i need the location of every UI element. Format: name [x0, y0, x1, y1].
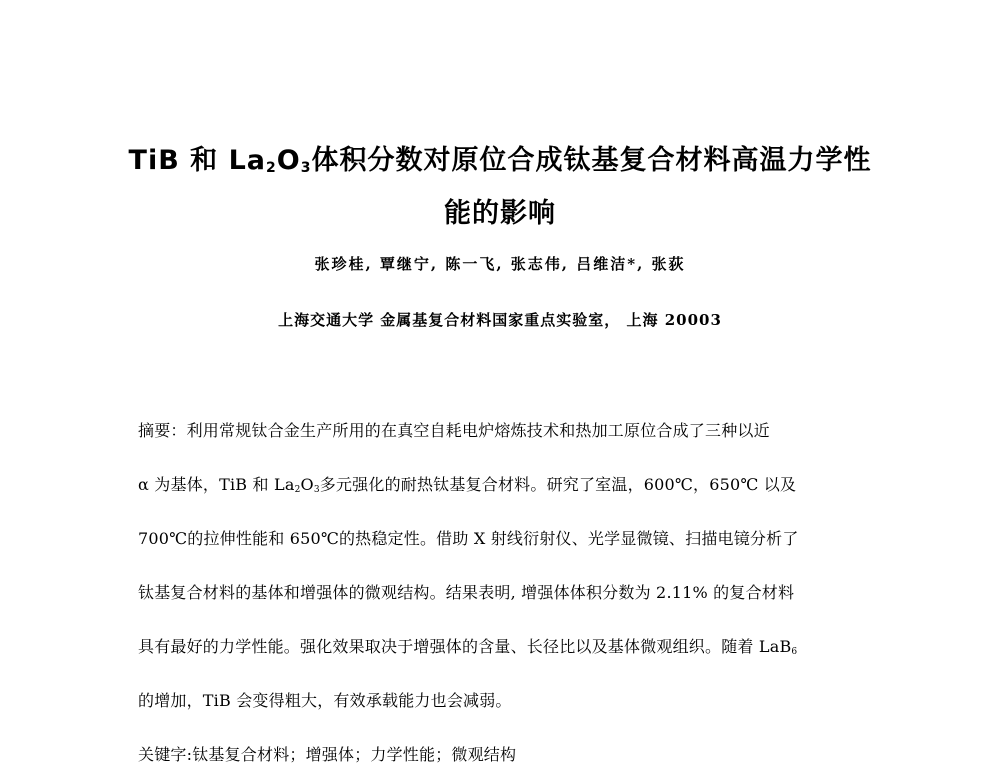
abstract-subscript: 6: [791, 647, 798, 657]
title-subscript: 2: [266, 160, 277, 176]
abstract-line: 的增加，TiB 会变得粗大，有效承载能力也会减弱。: [138, 691, 512, 710]
abstract-text-part: 具有最好的力学性能。强化效果取决于增强体的含量、长径比以及基体微观组织。随着 LaB: [138, 637, 792, 656]
abstract-line: [138, 634, 797, 657]
affiliation: 上海交通大学 金属基复合材料国家重点实验室， 上海 20003: [278, 311, 722, 329]
keywords-line: 关键字:钛基复合材料；增强体；力学性能；微观结构: [138, 745, 517, 764]
abstract-subscript: 2: [294, 485, 301, 495]
abstract-line: 钛基复合材料的基体和增强体的微观结构。结果表明, 增强体体积分数为 2.11% 的复合材料: [138, 583, 795, 602]
title-subscript: 3: [300, 160, 312, 176]
abstract-text-part: α 为基体，TiB 和 La: [138, 475, 295, 494]
title-text-part: TiB 和 La: [128, 145, 267, 176]
title-text-part: 体积分数对原位合成钛基复合材料高温力学性: [311, 145, 872, 176]
author-list: 张珍桂, 覃继宁, 陈一飞, 张志伟, 吕维洁*, 张荻: [314, 255, 686, 273]
paper-title-line-1: [0, 138, 1000, 177]
abstract-line: 700℃的拉伸性能和 650℃的热稳定性。借助 X 射线衍射仪、光学显微镜、扫描电镜分析了: [138, 529, 799, 548]
abstract-line: 摘要：利用常规钛合金生产所用的在真空自耗电炉熔炼技术和热加工原位合成了三种以近: [138, 421, 770, 440]
abstract-subscript: 3: [313, 485, 320, 495]
title-text-part: O: [276, 145, 301, 176]
abstract-line: [138, 472, 796, 495]
abstract-text-part: 多元强化的耐热钛基复合材料。研究了室温，600℃，650℃ 以及: [319, 475, 797, 494]
abstract-text-part: O: [300, 475, 314, 494]
paper-title-line-2: 能的影响: [444, 198, 556, 229]
